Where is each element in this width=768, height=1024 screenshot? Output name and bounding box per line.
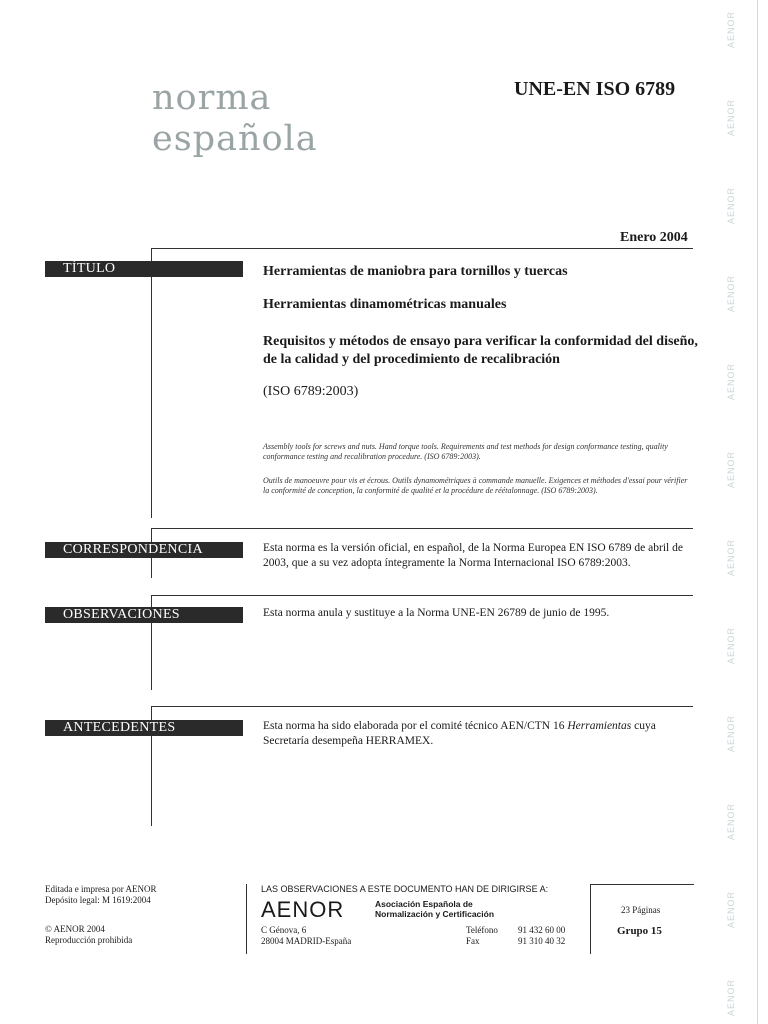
aenor-name-line-2: Normalización y Certificación	[375, 909, 495, 919]
reproduction-notice: Reproducción prohibida	[45, 935, 133, 945]
footer-copyright	[45, 924, 132, 946]
title-english: Assembly tools for screws and nuts. Hand torque tools. Requirements and test methods for design conformance testing, quality conformance testing and recalibration procedure. (ISO 6789:2003).	[263, 442, 668, 461]
antecedentes-text	[263, 719, 693, 749]
watermark-text: AENOR	[726, 274, 736, 312]
city: 28004 MADRID-España	[261, 936, 352, 946]
watermark-text: AENOR	[726, 890, 736, 928]
antecedentes-text-2: cuya Secretaría desempeña HERRAMEX.	[263, 720, 656, 747]
watermark-text: AENOR	[726, 538, 736, 576]
contact-numbers	[518, 925, 565, 947]
page-count: 23 Páginas	[621, 905, 661, 915]
contact-labels	[466, 925, 498, 947]
watermark-text: AENOR	[726, 802, 736, 840]
watermark-text: AENOR	[726, 714, 736, 752]
title-3: Requisitos y métodos de ensayo para verificar la conformidad del diseño, de la calidad y del procedimiento de recalibración	[263, 334, 698, 367]
aenor-logo: AENOR	[261, 897, 345, 922]
brand-logo	[152, 78, 318, 160]
section-rule	[151, 706, 693, 707]
watermark-text: AENOR	[726, 10, 736, 48]
side-watermark	[726, 0, 750, 1024]
footer-vrule	[246, 884, 247, 954]
title-french: Outils de manoeuvre pour vis et écrous. Outils dynamométriques à commande manuelle. Exigences et méthodes d'essai pour vérifier la conformité de conception, la conformité de qualité et la procédure de réétalonnage. (ISO 6789:2003).	[263, 476, 688, 495]
fax-label: Fax	[466, 936, 480, 946]
phone-label: Teléfono	[466, 925, 498, 935]
legal-deposit: Depósito legal: M 1619:2004	[45, 895, 151, 905]
section-rule	[151, 528, 693, 529]
brand-line-2: española	[152, 119, 318, 159]
footer-edition	[45, 884, 156, 906]
observaciones-text: Esta norma anula y sustituye a la Norma UNE-EN 26789 de junio de 1995.	[263, 607, 610, 619]
publication-date: Enero 2004	[620, 230, 688, 245]
watermark-text: AENOR	[726, 362, 736, 400]
antecedentes-text-1: Esta norma ha sido elaborada por el comité técnico AEN/CTN 16	[263, 720, 565, 732]
label-observaciones: OBSERVACIONES	[45, 607, 243, 623]
edited-by: Editada e impresa por AENOR	[45, 884, 157, 894]
phone-number: 91 432 60 00	[518, 925, 566, 935]
aenor-full-name	[375, 899, 494, 919]
section-rule	[151, 595, 693, 596]
title-1: Herramientas de maniobra para tornillos y tuercas	[263, 264, 568, 279]
correspondencia-text: Esta norma es la versión oficial, en español, de la Norma Europea EN ISO 6789 de abril de 2003, que a su vez adopta íntegramente la Norma Internacional ISO 6789:2003.	[263, 542, 683, 569]
observations-address: LAS OBSERVACIONES A ESTE DOCUMENTO HAN DE DIRIGIRSE A:	[261, 884, 549, 894]
section-rule	[151, 248, 693, 249]
watermark-text: AENOR	[726, 186, 736, 224]
watermark-text: AENOR	[726, 626, 736, 664]
watermark-text: AENOR	[726, 978, 736, 1016]
watermark-text: AENOR	[726, 450, 736, 488]
aenor-name-line-1: Asociación Española de	[375, 899, 473, 909]
standard-code: UNE-EN ISO 6789	[514, 78, 676, 100]
price-group: Grupo 15	[617, 925, 662, 937]
label-titulo: TÍTULO	[45, 261, 243, 277]
watermark-text: AENOR	[726, 98, 736, 136]
section-vrule	[151, 248, 152, 518]
fax-number: 91 310 40 32	[518, 936, 566, 946]
brand-line-1: norma	[152, 78, 272, 118]
copyright: © AENOR 2004	[45, 924, 105, 934]
title-2: Herramientas dinamométricas manuales	[263, 297, 507, 312]
address	[261, 925, 351, 947]
label-antecedentes: ANTECEDENTES	[45, 720, 243, 736]
street: C Génova, 6	[261, 925, 307, 935]
iso-reference: (ISO 6789:2003)	[263, 384, 359, 399]
committee-name: Herramientas	[567, 720, 632, 732]
label-correspondencia: CORRESPONDENCIA	[45, 542, 243, 558]
pages-box	[590, 884, 694, 954]
page-edge	[757, 0, 758, 1024]
